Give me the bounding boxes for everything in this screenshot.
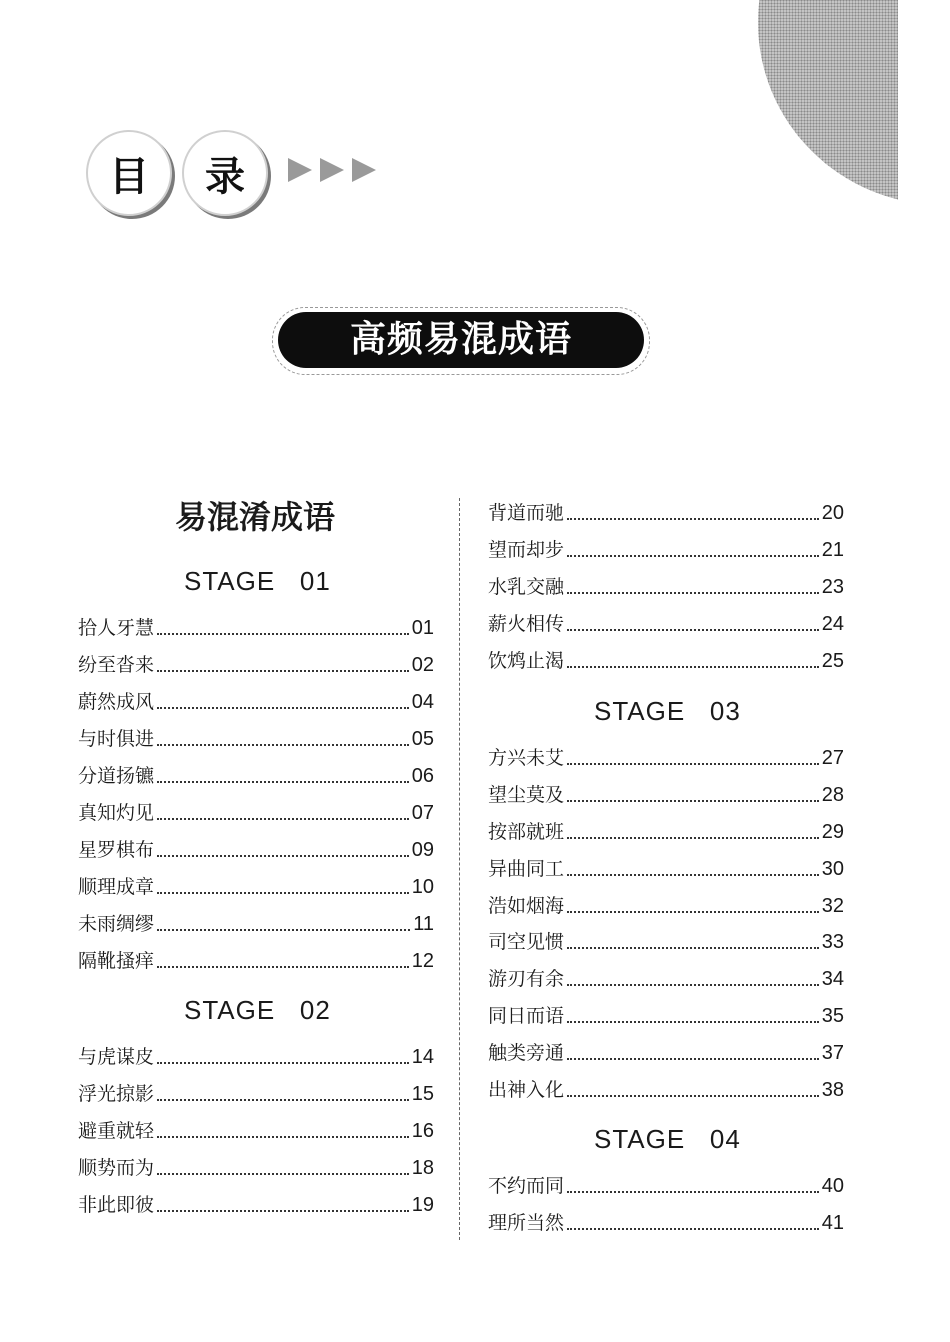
entry-page: 11 (413, 913, 434, 935)
entry-title: 触类旁通 (488, 1042, 565, 1064)
entry-title: 拾人牙慧 (78, 617, 155, 639)
toc-entry[interactable] (78, 906, 434, 936)
stage-heading-04: STAGE 04 (594, 1124, 741, 1154)
entry-title: 理所当然 (488, 1212, 565, 1234)
entry-page: 32 (821, 895, 844, 917)
toc-entry[interactable] (488, 569, 844, 599)
toc-entry[interactable] (78, 758, 434, 788)
toc-entry[interactable] (488, 495, 844, 525)
toc-entry[interactable] (78, 721, 434, 751)
entry-title: 蔚然成风 (78, 691, 155, 713)
entry-title: 与虎谋皮 (78, 1046, 155, 1068)
entry-page: 16 (411, 1120, 434, 1142)
toc-entry[interactable] (488, 740, 844, 770)
toc-entry[interactable] (78, 1150, 434, 1180)
entry-title: 避重就轻 (78, 1120, 155, 1142)
entry-page: 07 (411, 802, 434, 824)
toc-entry[interactable] (488, 777, 844, 807)
entry-title: 分道扬镳 (78, 765, 155, 787)
stage-heading-03: STAGE 03 (594, 696, 741, 726)
entry-page: 05 (411, 728, 434, 750)
arrow-right-icon (288, 158, 312, 182)
entry-title: 望尘莫及 (488, 784, 565, 806)
entry-page: 24 (821, 613, 844, 635)
toc-entry[interactable] (78, 832, 434, 862)
toc-entry[interactable] (78, 869, 434, 899)
entry-title: 顺理成章 (78, 876, 155, 898)
entry-page: 38 (821, 1079, 844, 1101)
entry-title: 出神入化 (488, 1079, 565, 1101)
toc-entry[interactable] (78, 684, 434, 714)
entry-title: 未雨绸缪 (78, 913, 155, 935)
entry-page: 21 (821, 539, 844, 561)
entry-page: 35 (821, 1005, 844, 1027)
entry-page: 19 (411, 1194, 434, 1216)
entry-title: 司空见惯 (488, 931, 565, 953)
entry-page: 33 (821, 931, 844, 953)
entry-page: 15 (411, 1083, 434, 1105)
entry-page: 25 (821, 650, 844, 672)
section-title: 易混淆成语 (174, 498, 335, 536)
entry-page: 40 (821, 1175, 844, 1197)
entry-title: 真知灼见 (78, 802, 155, 824)
entry-page: 10 (411, 876, 434, 898)
entry-page: 18 (411, 1157, 434, 1179)
entry-title: 薪火相传 (488, 613, 565, 635)
entry-page: 29 (821, 821, 844, 843)
toc-entry[interactable] (78, 1113, 434, 1143)
entry-page: 04 (411, 691, 434, 713)
entry-title: 非此即彼 (78, 1194, 155, 1216)
entry-title: 方兴未艾 (488, 747, 565, 769)
toc-entry[interactable] (488, 643, 844, 673)
toc-entry[interactable] (78, 795, 434, 825)
toc-entry[interactable] (78, 1039, 434, 1069)
toc-entry[interactable] (488, 1205, 844, 1235)
entry-title: 与时俱进 (78, 728, 155, 750)
entry-title: 同日而语 (488, 1005, 565, 1027)
toc-char-circle-1 (86, 130, 172, 216)
toc-entry[interactable] (488, 1072, 844, 1102)
toc-entry[interactable] (488, 1035, 844, 1065)
entry-title: 异曲同工 (488, 858, 565, 880)
entry-page: 09 (411, 839, 434, 861)
toc-entry[interactable] (488, 961, 844, 991)
entry-page: 02 (411, 654, 434, 676)
toc-char-2: 录 (205, 153, 245, 200)
entry-title: 背道而驰 (488, 502, 565, 524)
toc-entry[interactable] (488, 814, 844, 844)
entry-page: 01 (411, 617, 434, 639)
stage-heading-01: STAGE 01 (184, 566, 331, 596)
toc-entry[interactable] (78, 610, 434, 640)
entry-title: 隔靴搔痒 (78, 950, 155, 972)
entry-title: 水乳交融 (488, 576, 565, 598)
entry-page: 30 (821, 858, 844, 880)
toc-char-1: 目 (109, 153, 149, 200)
entry-title: 浩如烟海 (488, 895, 565, 917)
entry-page: 28 (821, 784, 844, 806)
entry-title: 纷至沓来 (78, 654, 155, 676)
entry-title: 望而却步 (488, 539, 565, 561)
entry-title: 星罗棋布 (78, 839, 155, 861)
toc-entry[interactable] (488, 532, 844, 562)
toc-entry[interactable] (488, 888, 844, 918)
stage-heading-02: STAGE 02 (184, 995, 331, 1025)
toc-char-circle-2 (182, 130, 268, 216)
entry-title: 浮光掠影 (78, 1083, 155, 1105)
arrow-right-icon (320, 158, 344, 182)
toc-entry[interactable] (488, 924, 844, 954)
entry-title: 饮鸩止渴 (488, 650, 565, 672)
toc-entry[interactable] (488, 851, 844, 881)
arrow-decoration (288, 158, 376, 182)
entry-page: 23 (821, 576, 844, 598)
toc-entry[interactable] (78, 647, 434, 677)
toc-entry[interactable] (488, 1168, 844, 1198)
entry-page: 41 (821, 1212, 844, 1234)
entry-page: 12 (411, 950, 434, 972)
toc-entry[interactable] (78, 1076, 434, 1106)
toc-entry[interactable] (488, 998, 844, 1028)
entry-title: 游刃有余 (488, 968, 565, 990)
section-banner: 高频易混成语 (278, 312, 644, 368)
column-divider (459, 498, 460, 1240)
toc-entry[interactable] (488, 606, 844, 636)
entry-page: 37 (821, 1042, 844, 1064)
entry-title: 顺势而为 (78, 1157, 155, 1179)
toc-entry[interactable] (78, 943, 434, 973)
arrow-right-icon (352, 158, 376, 182)
toc-entry[interactable] (78, 1187, 434, 1217)
entry-page: 14 (411, 1046, 434, 1068)
entry-page: 20 (821, 502, 844, 524)
entry-page: 27 (821, 747, 844, 769)
entry-title: 不约而同 (488, 1175, 565, 1197)
entry-page: 06 (411, 765, 434, 787)
entry-page: 34 (821, 968, 844, 990)
entry-title: 按部就班 (488, 821, 565, 843)
